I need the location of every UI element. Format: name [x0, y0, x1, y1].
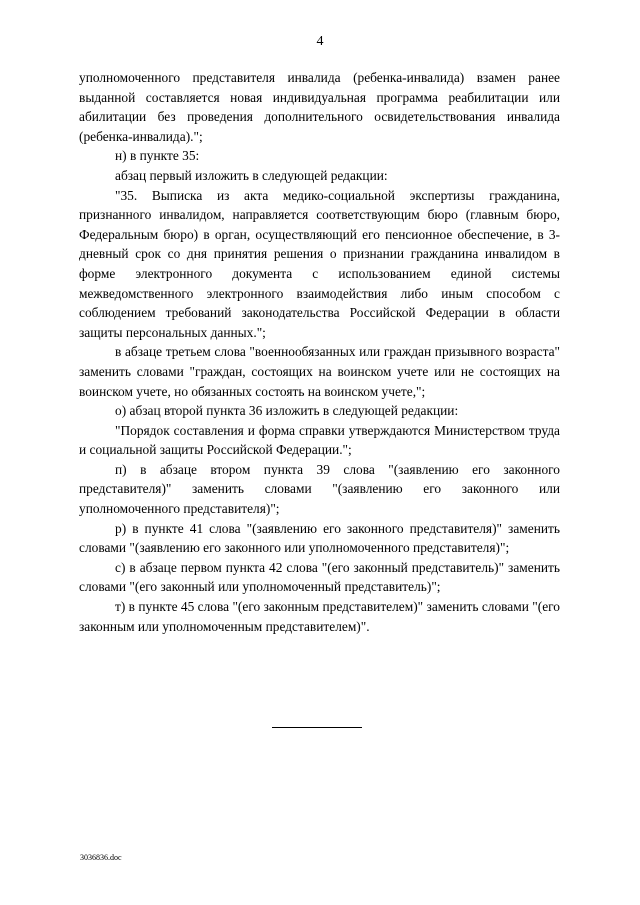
- document-file-id: 3036836.doc: [80, 853, 122, 862]
- paragraph-item-p: п) в абзаце втором пункта 39 слова "(заявлению его законного представителя)" заменить словами "(заявлению его законного или уполномоченного представителя)";: [79, 461, 560, 517]
- paragraph-point-36-text: "Порядок составления и форма справки утверждаются Министерством труда и социальной защиты Российской Федерации.";: [79, 422, 560, 458]
- paragraph-item-t: т) в пункте 45 слова "(его законным представителем)" заменить словами "(его законным или уполномоченным представителем)".: [79, 599, 560, 634]
- paragraph-abzac-third: в абзаце третьем слова "военнообязанных или граждан призывного возраста" заменить словами "граждан, состоящих на воинском учете или не состоящих на воинском учете, но обязанных состоять на воинском учете,";: [79, 344, 560, 399]
- paragraph-continuation: уполномоченного представителя инвалида (ребенка-инвалида) взамен ранее выданной составляется новая индивидуальная программа реабилитации или абилитации без проведения дополнительного освидетельствования инвалида (ребенка-инвалида).";: [79, 70, 560, 144]
- paragraph-abzac-first: абзац первый изложить в следующей редакции:: [115, 167, 388, 183]
- paragraph-item-r: р) в пункте 41 слова "(заявлению его законного представителя)" заменить словами "(заявлению его законного или уполномоченного представителя)";: [79, 520, 560, 556]
- end-separator-line: [272, 727, 362, 728]
- paragraph-item-n: н) в пункте 35:: [115, 148, 200, 164]
- document-body: [79, 68, 560, 636]
- page-number: 4: [316, 34, 324, 49]
- paragraph-item-s: с) в абзаце первом пункта 42 слова "(его законный представитель)" заменить словами "(его законный или уполномоченный представитель)";: [79, 559, 560, 595]
- paragraph-item-o: о) абзац второй пункта 36 изложить в следующей редакции:: [115, 403, 459, 419]
- paragraph-point-35-text: "35. Выписка из акта медико-социальной экспертизы гражданина, признанного инвалидом, направляется соответствующим бюро (главным бюро, Федеральным бюро) в орган, осуществляющий его пенсионное обеспечение, в 3-дневный срок со дня принятия решения о признании гражданина инвалидом в форме электронного документа с использованием единой системы межведомственного электронного взаимодействия либо иным способом с соблюдением требований законодательства Российской Федерации в области защиты персональных данных.";: [79, 187, 560, 340]
